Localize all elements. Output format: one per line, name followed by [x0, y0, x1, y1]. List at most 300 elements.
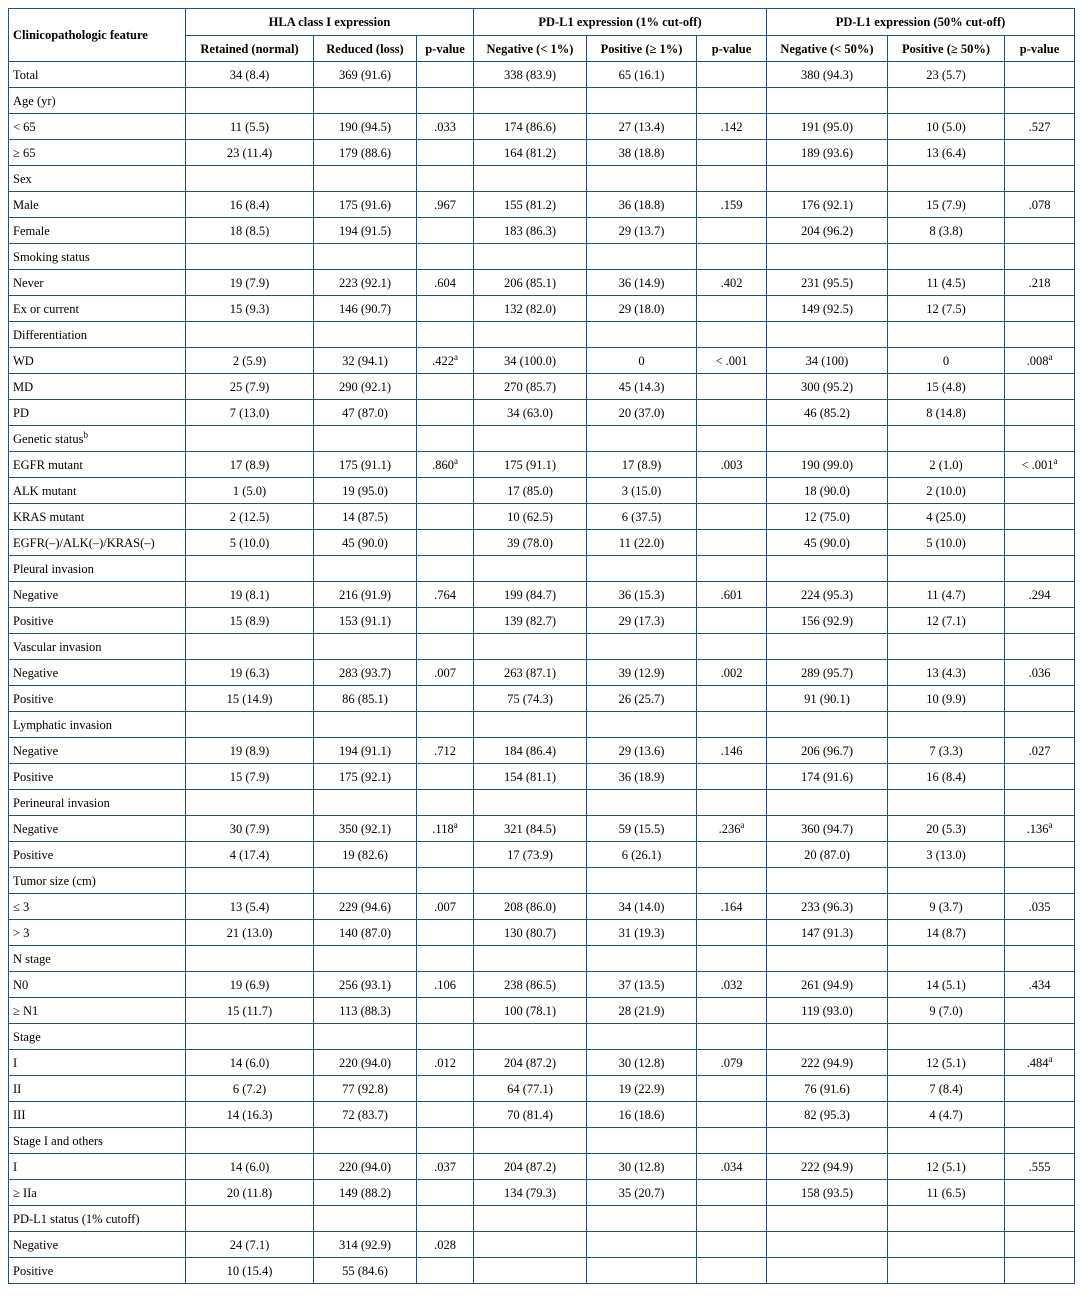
- table-cell: [1005, 1024, 1075, 1050]
- table-cell: [417, 400, 474, 426]
- table-cell: [888, 582, 1005, 608]
- cell-value: 18 (90.0): [804, 483, 850, 498]
- cell-value: .036: [1028, 665, 1051, 680]
- table-cell: [767, 452, 888, 478]
- cell-value: .136: [1026, 821, 1049, 836]
- table-cell: [314, 1206, 417, 1232]
- cell-value: 9 (3.7): [929, 899, 963, 914]
- table-cell: [587, 1258, 697, 1284]
- row-label-text: Male: [13, 197, 39, 212]
- row-label: [9, 218, 186, 244]
- cell-value: .712: [434, 743, 456, 758]
- cell-value: 321 (84.5): [503, 821, 557, 836]
- table-cell: [767, 1024, 888, 1050]
- cell-value: .008: [1026, 353, 1049, 368]
- cell-value: 100 (78.1): [503, 1003, 557, 1018]
- row-label: [9, 140, 186, 166]
- table-cell: [767, 348, 888, 374]
- cell-value: .032: [720, 977, 743, 992]
- table-cell: [697, 816, 767, 842]
- cell-value: 76 (91.6): [804, 1081, 850, 1096]
- table-cell: [697, 270, 767, 296]
- table-cell: [1005, 1128, 1075, 1154]
- table-cell: [314, 972, 417, 998]
- table-cell: [417, 790, 474, 816]
- table-cell: [314, 62, 417, 88]
- cell-value: 7 (8.4): [929, 1081, 963, 1096]
- cell-value: 82 (95.3): [804, 1107, 850, 1122]
- table-cell: [587, 426, 697, 452]
- table-cell: [888, 244, 1005, 270]
- table-cell: [767, 62, 888, 88]
- cell-value: 220 (94.0): [338, 1159, 392, 1174]
- cell-value: .860: [432, 457, 454, 472]
- table-cell: [314, 530, 417, 556]
- row-label: [9, 842, 186, 868]
- table-cell: [417, 62, 474, 88]
- cell-value: .142: [720, 119, 743, 134]
- cell-value: 191 (95.0): [800, 119, 854, 134]
- row-label-text: I: [13, 1159, 18, 1174]
- table-cell: [314, 270, 417, 296]
- row-label: [9, 946, 186, 972]
- cell-value: 206 (96.7): [800, 743, 854, 758]
- table-cell: [767, 114, 888, 140]
- table-cell: [888, 608, 1005, 634]
- table-cell: [697, 764, 767, 790]
- row-label-text: Negative: [13, 587, 59, 602]
- table-cell: [587, 62, 697, 88]
- cell-value: 360 (94.7): [800, 821, 854, 836]
- table-cell: [474, 920, 587, 946]
- table-cell: [888, 478, 1005, 504]
- table-cell: [697, 868, 767, 894]
- table-cell: [697, 894, 767, 920]
- table-cell: [186, 686, 314, 712]
- cell-value: 30 (7.9): [229, 821, 270, 836]
- table-cell: [314, 140, 417, 166]
- row-label: [9, 764, 186, 790]
- table-cell: [186, 270, 314, 296]
- cell-value: 6 (7.2): [232, 1081, 267, 1096]
- table-cell: [314, 608, 417, 634]
- table-cell: [587, 504, 697, 530]
- cell-value: .294: [1028, 587, 1051, 602]
- row-label: [9, 426, 186, 452]
- cell-value: 29 (18.0): [618, 301, 665, 316]
- table-cell: [417, 608, 474, 634]
- table-cell: [888, 894, 1005, 920]
- cell-value: 34 (8.4): [229, 67, 270, 82]
- cell-value: 17 (85.0): [507, 483, 553, 498]
- cell-value: 10 (62.5): [507, 509, 553, 524]
- cell-value: 45 (90.0): [342, 535, 388, 550]
- footnote-marker: b: [83, 429, 88, 440]
- cell-value: 204 (87.2): [503, 1055, 557, 1070]
- table-cell: [474, 1050, 587, 1076]
- table-cell: [767, 946, 888, 972]
- table-cell: [767, 244, 888, 270]
- table-cell: [186, 452, 314, 478]
- cell-value: 15 (11.7): [226, 1003, 273, 1018]
- cell-value: 15 (9.3): [229, 301, 270, 316]
- table-cell: [767, 270, 888, 296]
- row-label: [9, 972, 186, 998]
- table-cell: [888, 1050, 1005, 1076]
- table-cell: [1005, 62, 1075, 88]
- table-cell: [474, 842, 587, 868]
- cell-value: 86 (85.1): [342, 691, 388, 706]
- table-cell: [587, 270, 697, 296]
- table-cell: [697, 426, 767, 452]
- row-label-text: Total: [13, 67, 39, 82]
- table-cell: [314, 920, 417, 946]
- table-cell: [697, 946, 767, 972]
- cell-value: 0: [942, 353, 950, 368]
- row-label-text: MD: [13, 379, 34, 394]
- cell-value: 23 (11.4): [226, 145, 273, 160]
- table-cell: [587, 660, 697, 686]
- table-cell: [314, 452, 417, 478]
- cell-value: 35 (20.7): [618, 1185, 665, 1200]
- table-cell: [587, 1206, 697, 1232]
- table-cell: [474, 1232, 587, 1258]
- column-header: Negative (< 1%): [474, 36, 587, 62]
- table-cell: [314, 556, 417, 582]
- table-cell: [888, 1024, 1005, 1050]
- cell-value: 10 (9.9): [926, 691, 966, 706]
- table-cell: [474, 998, 587, 1024]
- cell-value: 20 (37.0): [618, 405, 665, 420]
- table-cell: [1005, 374, 1075, 400]
- row-label-text: Lymphatic invasion: [13, 717, 112, 732]
- cell-value: 16 (8.4): [926, 769, 966, 784]
- table-cell: [767, 426, 888, 452]
- table-cell: [417, 556, 474, 582]
- table-row: [9, 1154, 1075, 1180]
- table-cell: [697, 452, 767, 478]
- cell-value: 15 (8.9): [229, 613, 270, 628]
- cell-value: 26 (25.7): [618, 691, 665, 706]
- table-row: [9, 348, 1075, 374]
- table-cell: [587, 556, 697, 582]
- cell-value: < .001: [715, 353, 748, 368]
- cell-value: 20 (87.0): [804, 847, 850, 862]
- table-body: [9, 62, 1075, 1284]
- cell-value: 380 (94.3): [800, 67, 854, 82]
- row-label: [9, 1024, 186, 1050]
- table-cell: [767, 582, 888, 608]
- table-cell: [767, 478, 888, 504]
- table-cell: [697, 790, 767, 816]
- cell-value: 6 (26.1): [621, 847, 662, 862]
- table-row: [9, 1128, 1075, 1154]
- row-label: [9, 894, 186, 920]
- row-label: [9, 1154, 186, 1180]
- cell-value: 5 (10.0): [926, 535, 966, 550]
- table-cell: [1005, 1180, 1075, 1206]
- table-cell: [1005, 218, 1075, 244]
- table-cell: [474, 816, 587, 842]
- cell-value: 3 (15.0): [621, 483, 662, 498]
- table-cell: [474, 1076, 587, 1102]
- cell-value: 19 (8.9): [229, 743, 270, 758]
- table-cell: [417, 322, 474, 348]
- table-cell: [587, 244, 697, 270]
- row-label: [9, 998, 186, 1024]
- table-cell: [697, 686, 767, 712]
- table-cell: [1005, 400, 1075, 426]
- table-cell: [474, 296, 587, 322]
- table-cell: [474, 166, 587, 192]
- table-cell: [417, 1076, 474, 1102]
- table-row: [9, 868, 1075, 894]
- table-cell: [314, 192, 417, 218]
- table-cell: [474, 582, 587, 608]
- table-cell: [587, 530, 697, 556]
- table-row: [9, 140, 1075, 166]
- table-cell: [1005, 816, 1075, 842]
- table-row: [9, 374, 1075, 400]
- cell-value: 119 (93.0): [801, 1003, 853, 1018]
- cell-value: 174 (91.6): [800, 769, 854, 784]
- table-row: [9, 738, 1075, 764]
- table-cell: [474, 192, 587, 218]
- row-label: [9, 1128, 186, 1154]
- table-row: [9, 114, 1075, 140]
- table-cell: [474, 972, 587, 998]
- cell-value: 24 (7.1): [229, 1237, 270, 1252]
- table-row: [9, 790, 1075, 816]
- cell-value: .555: [1028, 1159, 1051, 1174]
- table-cell: [697, 1258, 767, 1284]
- table-cell: [1005, 842, 1075, 868]
- cell-value: 75 (74.3): [507, 691, 553, 706]
- cell-value: .034: [720, 1159, 743, 1174]
- table-cell: [474, 244, 587, 270]
- table-cell: [186, 868, 314, 894]
- table-cell: [587, 790, 697, 816]
- table-row: [9, 1258, 1075, 1284]
- cell-value: 12 (7.1): [926, 613, 966, 628]
- hla-group-header: HLA class I expression: [186, 9, 474, 36]
- table-cell: [767, 192, 888, 218]
- table-cell: [417, 582, 474, 608]
- table-cell: [1005, 504, 1075, 530]
- table-cell: [767, 1154, 888, 1180]
- table-row: [9, 764, 1075, 790]
- row-label: [9, 1050, 186, 1076]
- table-cell: [314, 1258, 417, 1284]
- cell-value: 224 (95.3): [800, 587, 854, 602]
- row-label-text: EGFR mutant: [13, 457, 83, 472]
- table-cell: [474, 114, 587, 140]
- table-cell: [186, 1024, 314, 1050]
- footnote-marker: a: [453, 819, 458, 830]
- table-cell: [767, 764, 888, 790]
- footnote-marker: a: [453, 455, 458, 466]
- table-cell: [474, 530, 587, 556]
- table-cell: [474, 608, 587, 634]
- table-cell: [474, 452, 587, 478]
- table-cell: [474, 322, 587, 348]
- row-label-text: Negative: [13, 821, 59, 836]
- table-cell: [474, 764, 587, 790]
- table-cell: [587, 140, 697, 166]
- table-cell: [474, 868, 587, 894]
- feature-header: Clinicopathologic feature: [9, 9, 186, 62]
- table-cell: [697, 62, 767, 88]
- cell-value: 9 (7.0): [929, 1003, 963, 1018]
- cell-value: 2 (10.0): [926, 483, 966, 498]
- table-cell: [186, 582, 314, 608]
- table-row: [9, 504, 1075, 530]
- table-cell: [888, 452, 1005, 478]
- cell-value: 32 (94.1): [342, 353, 388, 368]
- cell-value: 36 (14.9): [618, 275, 665, 290]
- cell-value: 175 (91.1): [503, 457, 557, 472]
- table-cell: [888, 868, 1005, 894]
- table-cell: [697, 608, 767, 634]
- row-label: [9, 400, 186, 426]
- table-cell: [314, 504, 417, 530]
- table-cell: [767, 556, 888, 582]
- table-cell: [697, 1076, 767, 1102]
- table-cell: [697, 920, 767, 946]
- table-cell: [888, 166, 1005, 192]
- cell-value: 34 (14.0): [618, 899, 665, 914]
- table-row: [9, 1206, 1075, 1232]
- table-cell: [587, 894, 697, 920]
- table-cell: [474, 556, 587, 582]
- table-cell: [587, 374, 697, 400]
- cell-value: 350 (92.1): [338, 821, 392, 836]
- table-cell: [1005, 530, 1075, 556]
- table-cell: [767, 660, 888, 686]
- row-label-text: Positive: [13, 769, 54, 784]
- row-label: [9, 192, 186, 218]
- table-row: [9, 244, 1075, 270]
- table-cell: [697, 88, 767, 114]
- row-label-text: Positive: [13, 847, 54, 862]
- row-label: [9, 738, 186, 764]
- table-cell: [767, 842, 888, 868]
- table-cell: [474, 400, 587, 426]
- table-cell: [474, 1024, 587, 1050]
- cell-value: 39 (78.0): [507, 535, 553, 550]
- table-cell: [767, 972, 888, 998]
- cell-value: 19 (6.3): [229, 665, 270, 680]
- table-cell: [186, 1180, 314, 1206]
- table-cell: [474, 374, 587, 400]
- table-row: [9, 556, 1075, 582]
- cell-value: 204 (96.2): [800, 223, 854, 238]
- row-label: [9, 868, 186, 894]
- footnote-marker: a: [740, 819, 745, 830]
- row-label: [9, 816, 186, 842]
- row-label: [9, 582, 186, 608]
- table-cell: [888, 764, 1005, 790]
- cell-value: 34 (100): [805, 353, 849, 368]
- table-cell: [697, 1024, 767, 1050]
- row-label: [9, 62, 186, 88]
- table-cell: [474, 218, 587, 244]
- table-cell: [1005, 1232, 1075, 1258]
- table-cell: [888, 1128, 1005, 1154]
- cell-value: .402: [720, 275, 743, 290]
- table-cell: [314, 790, 417, 816]
- cell-value: 15 (7.9): [229, 769, 270, 784]
- table-cell: [186, 400, 314, 426]
- table-cell: [587, 582, 697, 608]
- table-cell: [587, 348, 697, 374]
- cell-value: 5 (10.0): [229, 535, 270, 550]
- table-cell: [888, 504, 1005, 530]
- table-cell: [186, 790, 314, 816]
- table-cell: [888, 712, 1005, 738]
- table-cell: [697, 140, 767, 166]
- table-cell: [767, 1232, 888, 1258]
- table-cell: [314, 1128, 417, 1154]
- row-label-text: ≥ IIa: [13, 1185, 37, 1200]
- table-row: [9, 530, 1075, 556]
- row-label-text: Stage: [13, 1029, 41, 1044]
- cell-value: 91 (90.1): [804, 691, 850, 706]
- cell-value: 11 (5.5): [229, 119, 270, 134]
- table-cell: [186, 1128, 314, 1154]
- table-cell: [888, 946, 1005, 972]
- table-cell: [186, 998, 314, 1024]
- table-cell: [888, 972, 1005, 998]
- row-label: [9, 270, 186, 296]
- table-cell: [186, 1076, 314, 1102]
- cell-value: 29 (17.3): [618, 613, 665, 628]
- cell-value: 45 (90.0): [804, 535, 850, 550]
- table-cell: [697, 738, 767, 764]
- table-cell: [314, 426, 417, 452]
- table-cell: [314, 1076, 417, 1102]
- table-cell: [314, 88, 417, 114]
- table-cell: [474, 1102, 587, 1128]
- cell-value: 38 (18.8): [618, 145, 665, 160]
- column-header: Reduced (loss): [314, 36, 417, 62]
- footnote-marker: a: [1048, 351, 1053, 362]
- column-header: p-value: [417, 36, 474, 62]
- table-cell: [314, 660, 417, 686]
- table-cell: [417, 218, 474, 244]
- cell-value: 14 (8.7): [926, 925, 966, 940]
- table-cell: [587, 400, 697, 426]
- row-label: [9, 790, 186, 816]
- cell-value: 30 (12.8): [618, 1055, 665, 1070]
- cell-value: 15 (7.9): [926, 197, 966, 212]
- cell-value: 176 (92.1): [800, 197, 854, 212]
- row-label: [9, 114, 186, 140]
- cell-value: 338 (83.9): [503, 67, 557, 82]
- cell-value: 149 (92.5): [800, 301, 854, 316]
- table-cell: [587, 1232, 697, 1258]
- row-label: [9, 1076, 186, 1102]
- table-cell: [587, 920, 697, 946]
- table-cell: [587, 998, 697, 1024]
- cell-value: 139 (82.7): [503, 613, 557, 628]
- table-cell: [888, 998, 1005, 1024]
- table-cell: [314, 1154, 417, 1180]
- table-cell: [767, 530, 888, 556]
- table-row: [9, 322, 1075, 348]
- table-cell: [186, 296, 314, 322]
- table-row: [9, 686, 1075, 712]
